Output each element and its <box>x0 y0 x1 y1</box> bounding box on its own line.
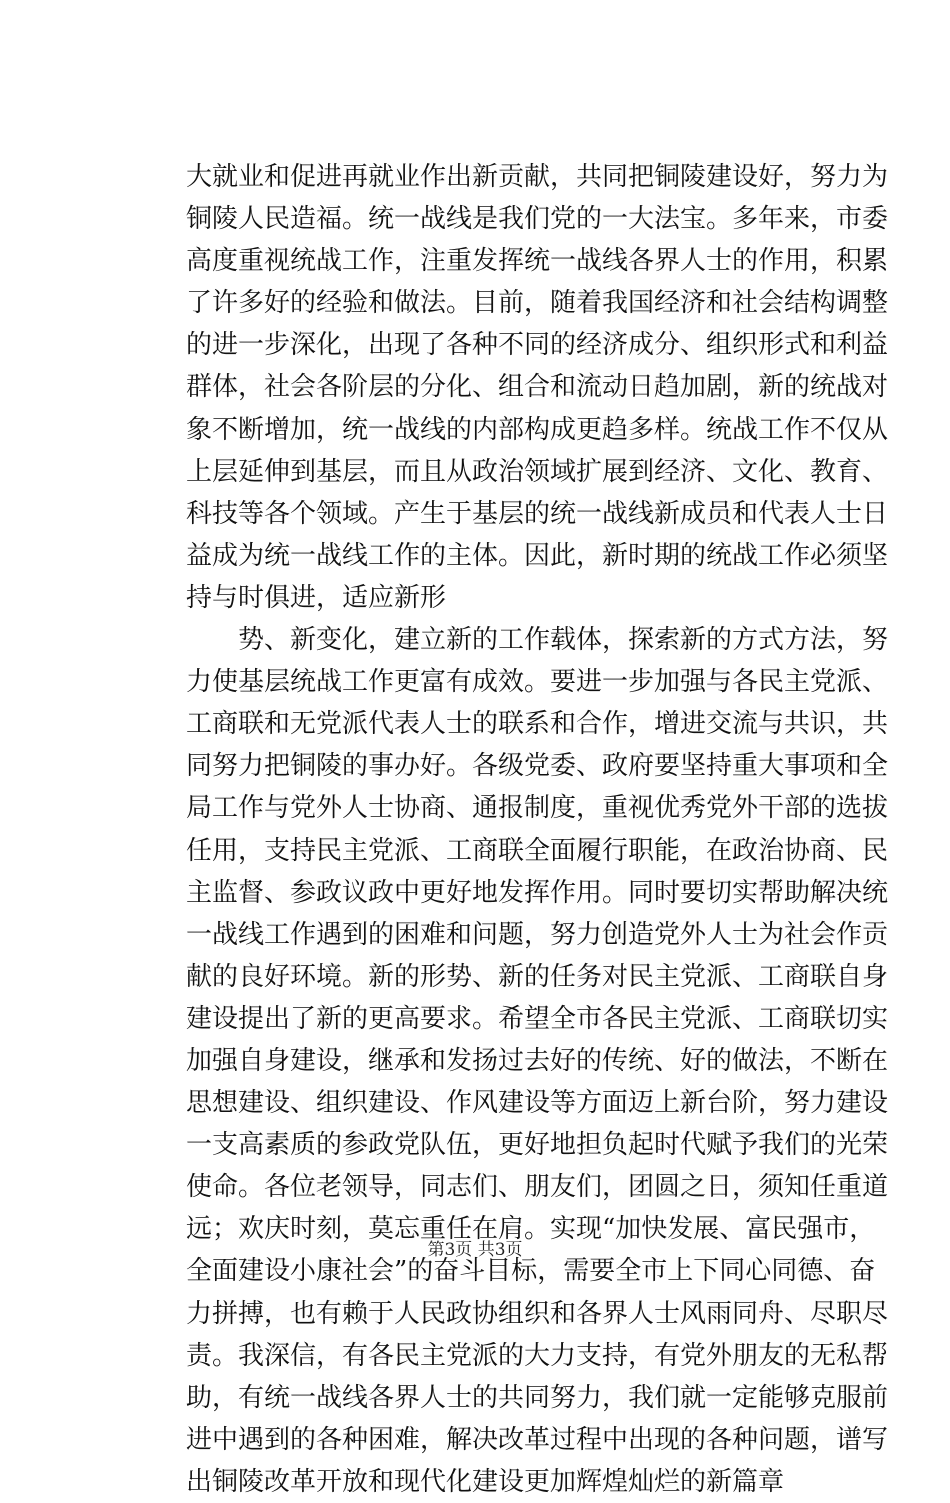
text-line: 加强自身建设，继承和发扬过去好的传统、好的做法，不断在 <box>186 1045 889 1076</box>
text-line: 任用，支持民主党派、工商联全面履行职能，在政治协商、民 <box>186 835 889 866</box>
text-line: 上层延伸到基层，而且从政治领域扩展到经济、文化、教育、 <box>186 456 889 487</box>
text-line: 出铜陵改革开放和现代化建设更加辉煌灿烂的新篇章 <box>186 1466 785 1497</box>
text-line: 进中遇到的各种困难，解决改革过程中出现的各种问题，谱写 <box>186 1424 889 1455</box>
text-line: 助，有统一战线各界人士的共同努力，我们就一定能够克服前 <box>186 1382 889 1413</box>
text-line: 力拼搏，也有赖于人民政协组织和各界人士风雨同舟、尽职尽 <box>186 1298 889 1329</box>
text-line: 一支高素质的参政党队伍，更好地担负起时代赋予我们的光荣 <box>186 1130 889 1161</box>
text-line: 持与时俱进，适应新形 <box>186 582 447 613</box>
text-line: 铜陵人民造福。统一战线是我们党的一大法宝。多年来，市委 <box>186 204 889 235</box>
document-body <box>186 156 889 1503</box>
text-line: 高度重视统战工作，注重发挥统一战线各界人士的作用，积累 <box>186 246 889 277</box>
text-line: 一战线工作遇到的困难和问题，努力创造党外人士为社会作贡 <box>186 919 889 950</box>
text-line: 的进一步深化，出现了各种不同的经济成分、组织形式和利益 <box>186 330 889 361</box>
text-line: 势、新变化，建立新的工作载体，探索新的方式方法，努 <box>186 625 889 656</box>
text-line: 远；欢庆时刻，莫忘重任在肩。实现“加快发展、富民强市， <box>186 1214 876 1245</box>
text-line: 象不断增加，统一战线的内部构成更趋多样。统战工作不仅从 <box>186 414 889 445</box>
text-line: 大就业和促进再就业作出新贡献，共同把铜陵建设好，努力为 <box>186 162 889 192</box>
text-line: 益成为统一战线工作的主体。因此，新时期的统战工作必须坚 <box>186 540 889 571</box>
text-line: 主监督、参政议政中更好地发挥作用。同时要切实帮助解决统 <box>186 877 889 908</box>
text-line: 献的良好环境。新的形势、新的任务对民主党派、工商联自身 <box>186 961 889 992</box>
text-line: 使命。各位老领导，同志们、朋友们，团圆之日，须知任重道 <box>186 1172 889 1203</box>
text-line: 局工作与党外人士协商、通报制度，重视优秀党外干部的选拔 <box>186 793 889 824</box>
text-line: 建设提出了新的更高要求。希望全市各民主党派、工商联切实 <box>186 1003 889 1034</box>
page-footer: 第3页 共3页 <box>427 1240 523 1260</box>
text-line: 群体，社会各阶层的分化、组合和流动日趋加剧，新的统战对 <box>186 372 889 403</box>
text-line: 力使基层统战工作更富有成效。要进一步加强与各民主党派、 <box>186 667 889 698</box>
text-line: 了许多好的经验和做法。目前，随着我国经济和社会结构调整 <box>186 288 889 319</box>
text-line: 科技等各个领域。产生于基层的统一战线新成员和代表人士日 <box>186 498 889 529</box>
text-line: 同努力把铜陵的事办好。各级党委、政府要坚持重大事项和全 <box>186 751 889 782</box>
text-line: 工商联和无党派代表人士的联系和合作，增进交流与共识，共 <box>186 709 889 740</box>
text-line: 思想建设、组织建设、作风建设等方面迈上新台阶，努力建设 <box>186 1088 889 1119</box>
text-line: 责。我深信，有各民主党派的大力支持，有党外朋友的无私帮 <box>186 1340 889 1371</box>
text-line: 全面建设小康社会”的奋斗目标，需要全市上下同心同德、奋 <box>186 1256 876 1287</box>
